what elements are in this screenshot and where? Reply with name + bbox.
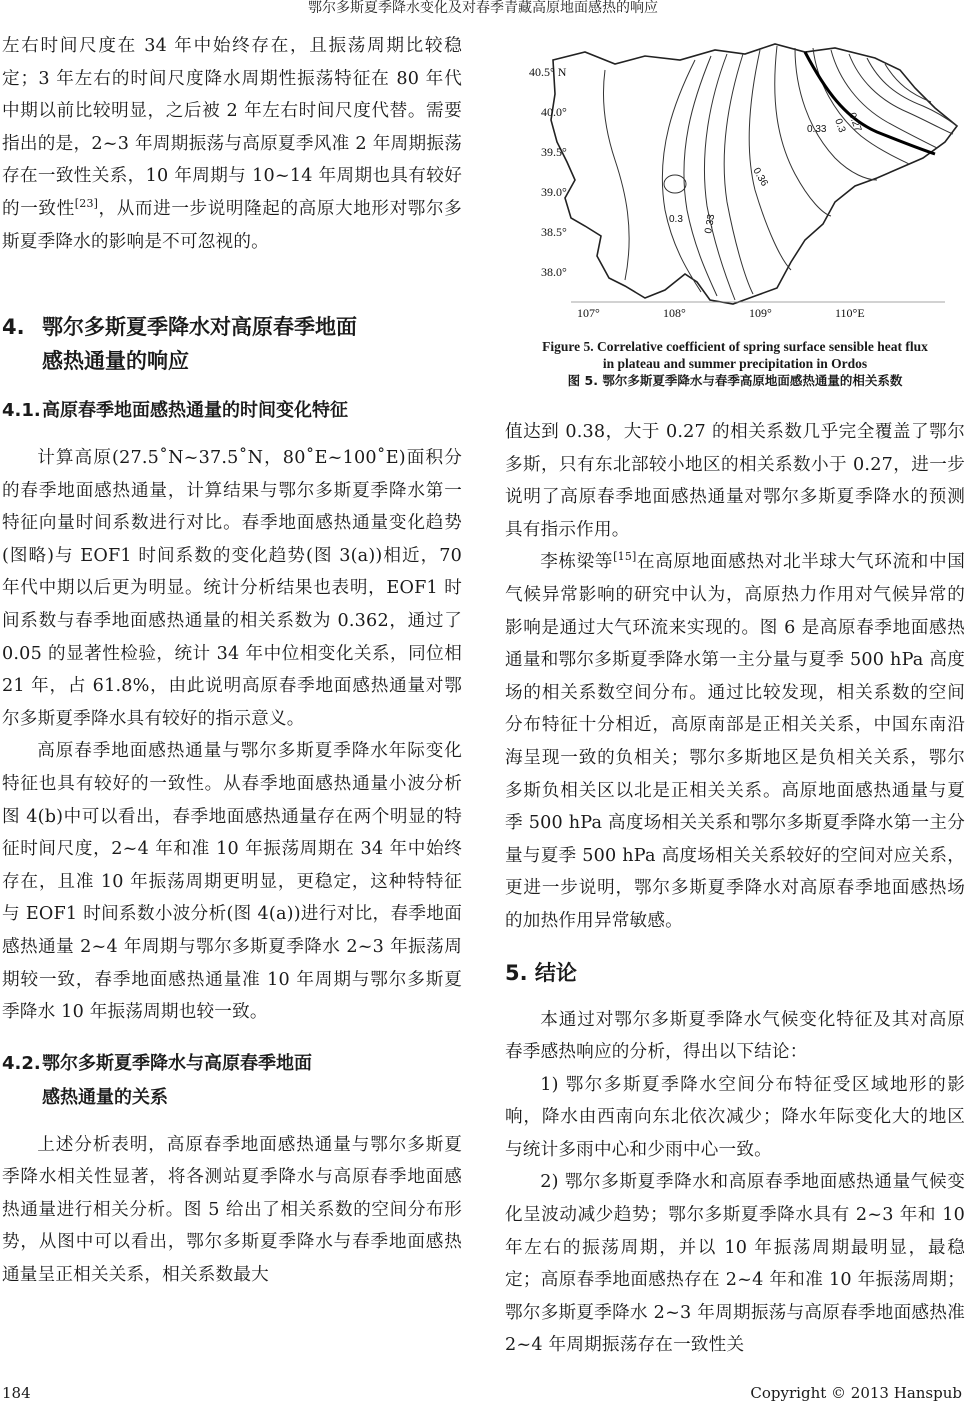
section-4-heading — [2, 310, 462, 378]
subsection-title: 高原春季地面感热通量的时间变化特征 — [42, 400, 348, 421]
subsection-title-line2: 感热通量的关系 — [42, 1086, 168, 1108]
conclusion-item-2: 2) 鄂尔多斯夏季降水和高原春季地面感热通量气候变化呈波动减少趋势；鄂尔多斯夏季降水具有 2~3 年和 10 年左右的振荡周期，并以 10 年振荡周期最明显，最稳定；高原春季地面感热存在 2~4 年和准 10 年振荡周期；鄂尔多斯夏季降水 2~3 年周期振荡与高原春季地面感热准 2~4 年周期振荡存在一致性关 — [505, 1172, 965, 1356]
conclusion-item-1: 1) 鄂尔多斯夏季降水空间分布特征受区域地形的影响，降水由西南向东北依次减少；降水年际变化大的地区与统计多雨中心和少雨中心一致。 — [505, 1074, 965, 1160]
lat-label: 38.0° — [541, 265, 567, 279]
contour-label: 0.27 — [846, 111, 864, 134]
contour-label: 0.36 — [750, 166, 770, 189]
subsection-number: 4.2. — [2, 1052, 41, 1074]
lat-label: 40.5° N — [529, 65, 567, 79]
lat-label: 39.0° — [541, 185, 567, 199]
section-title-line1: 鄂尔多斯夏季降水对高原春季地面 — [42, 315, 357, 339]
contour-label: 0.33 — [703, 213, 718, 235]
paragraph-text-tail: 在高原地面感热对北半球大气环流和中国气候异常影响的研究中认为，高原热力作用对气候异常的影响是通过大气环流来实现的。图 6 是高原春季地面感热通量和鄂尔多斯夏季降水第一主分量与夏季 500 hPa 高度场的相关系数空间分布。通过比较发现，相关系数的空间分布特征十分相近，高原南部是正相关关系，中国东南沿海呈现一致的负相关；鄂尔多斯地区是负相关关系，鄂尔多斯负相关区以北是正相关关系。高原地面感热通量与夏季 500 hPa 高度场相关关系和鄂尔多斯夏季降水第一主分量与夏季 500 hPa 高度场相关关系较好的空间对应关系，更进一步说明，鄂尔多斯夏季降水对高原春季地面感热场的加热作用异常敏感。 — [505, 552, 965, 931]
section-title-line2: 感热通量的响应 — [42, 349, 189, 373]
right-column — [505, 30, 965, 1362]
citation-ref[interactable]: [23] — [74, 197, 99, 211]
lat-label: 40.0° — [541, 105, 567, 119]
subsection-title-line1: 鄂尔多斯夏季降水与高原春季地面 — [42, 1052, 312, 1074]
lon-label: 110°E — [835, 306, 865, 320]
lon-label: 108° — [663, 306, 686, 320]
lon-label: 109° — [749, 306, 772, 320]
lat-label: 39.5° — [541, 145, 567, 159]
contour-label: 0.3 — [832, 117, 848, 135]
caption-zh: 图 5. 鄂尔多斯夏季降水与春季高原地面感热通量的相关系数 — [567, 373, 903, 388]
figure-caption — [505, 338, 965, 390]
section-5-heading — [505, 956, 965, 990]
caption-en-line2: in plateau and summer precipitation in Ordos — [602, 356, 868, 371]
lon-label: 107° — [577, 306, 600, 320]
section-number: 5. — [505, 960, 528, 985]
subsection-number: 4.1. — [2, 400, 41, 421]
paragraph-continued — [2, 30, 462, 290]
paragraph-text-tail: ，从而进一步说明隆起的高原大地形对鄂尔多斯夏季降水的影响是不可忽视的。 — [2, 198, 462, 252]
paragraph-after-figure: 值达到 0.38，大于 0.27 的相关系数几乎完全覆盖了鄂尔多斯，只有东北部较小地区的相关系数小于 0.27，进一步说明了高原春季地面感热通量对鄂尔多斯夏季降水的预测具有指示作用。 — [505, 422, 965, 540]
figure-5 — [505, 30, 965, 388]
left-column — [2, 30, 462, 1292]
paragraph-4-2: 上述分析表明，高原春季地面感热通量与鄂尔多斯夏季降水相关性显著，将各测站夏季降水与高原春季地面感热通量进行相关分析。图 5 给出了相关系数的空间分布形势，从图中可以看出，鄂尔多斯夏季降水与春季地面感热通量呈正相关关系，相关系数最大 — [2, 1134, 462, 1286]
section-number: 4. — [2, 315, 25, 339]
page-number: 184 — [2, 1384, 31, 1402]
paragraph-conclusion-intro: 本通过对鄂尔多斯夏季降水气候变化特征及其对高原春季感热响应的分析，得出以下结论： — [505, 1009, 965, 1063]
running-header: 鄂尔多斯夏季降水变化及对春季青藏高原地面感热的响应 — [308, 0, 658, 16]
section-4-2-heading — [2, 1047, 462, 1115]
lat-label: 38.5° — [541, 225, 567, 239]
contour-map — [505, 30, 965, 330]
paragraph-text: 李栋梁等 — [540, 552, 614, 573]
section-4-1-heading — [2, 394, 462, 428]
section-title: 结论 — [534, 960, 577, 985]
paragraph-li — [505, 546, 965, 937]
caption-en-line1: Figure 5. Correlative coefficient of spring surface sensible heat flux — [542, 339, 928, 354]
contour-label: 0.33 — [807, 124, 827, 135]
citation-ref[interactable]: [15] — [613, 550, 637, 564]
copyright: Copyright © 2013 Hanspub — [750, 1384, 962, 1402]
contour-label: 0.3 — [669, 214, 683, 225]
paragraph-4-1-a: 计算高原(27.5˚N~37.5˚N，80˚E~100˚E)面积分的春季地面感热通量，计算结果与鄂尔多斯夏季降水第一特征向量时间系数进行对比。春季地面感热通量变化趋势(图略)与 EOF1 时间系数的变化趋势(图 3(a))相近，70 年代中期以后更为明显。统计分析结果也表明，EOF1 时间系数与春季地面感热通量的相关系数为 0.362，通过了 0.05 的显著性检验，统计 34 年中位相变化关系，同位相 21 年，占 61.8%，由此说明高原春季地面感热通量对鄂尔多斯夏季降水具有较好的指示意义。 — [2, 448, 462, 729]
paragraph-text: 左右时间尺度在 34 年中始终存在，且振荡周期比较稳定；3 年左右的时间尺度降水周期性振荡特征在 80 年代中期以前比较明显，之后被 2 年左右时间尺度代替。需要指出的是，2~3 年周期振荡与高原夏季风准 2 年周期振荡存在一致性关系，10 年周期与 10~14 年周期也具有较好的一致性 — [2, 36, 462, 219]
paragraph-4-1-b: 高原春季地面感热通量与鄂尔多斯夏季降水年际变化特征也具有较好的一致性。从春季地面感热通量小波分析图 4(b)中可以看出，春季地面感热通量存在两个明显的特征时间尺度，2~4 年和准 10 年振荡周期在 34 年中始终存在，且准 10 年振荡周期更明显，更稳定，这种特特征与 EOF1 时间系数小波分析(图 4(a))进行对比，春季地面感热通量 2~4 年周期与鄂尔多斯夏季降水 2~3 年振荡周期较一致，春季地面感热通量准 10 年周期与鄂尔多斯夏季降水 10 年振荡周期也较一致。 — [2, 741, 462, 1023]
